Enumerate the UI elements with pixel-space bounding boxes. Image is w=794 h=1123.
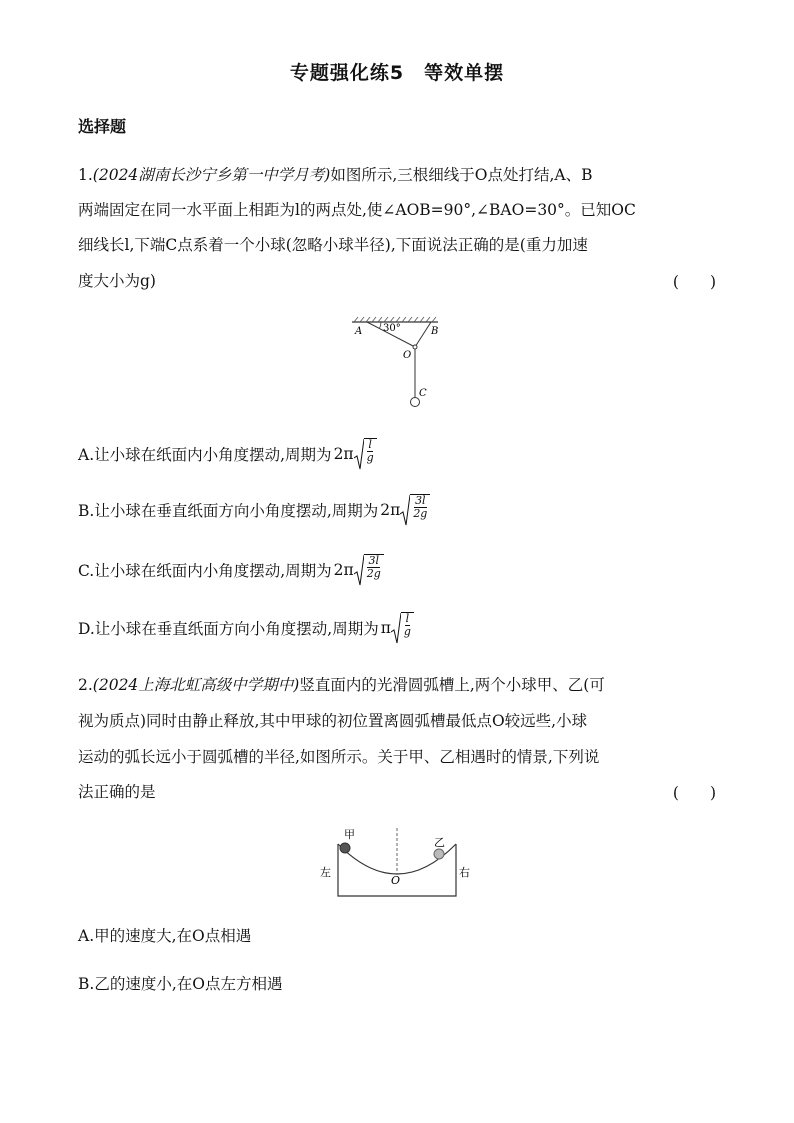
q2-line1: [78, 674, 605, 696]
q2-stem-line3: 运动的弧长远小于圆弧槽的半径,如图所示。关于甲、乙相遇时的情景,下列说: [78, 748, 600, 766]
option-c-formula: [334, 554, 384, 586]
q2-stem-line2: 视为质点)同时由静止释放,其中甲球的初位置离圆弧槽最低点O较远些,小球: [78, 712, 588, 730]
label-jia: 甲: [344, 828, 355, 841]
page-title: 专题强化练5 等效单摆: [289, 62, 505, 84]
sqrt-sign: [354, 438, 377, 470]
denominator: 2g: [366, 567, 381, 580]
fraction: [410, 494, 430, 526]
ball-yi: [434, 849, 444, 859]
q1-stem-line2: 两端固定在同一水平面上相距为l的两点处,使∠AOB=90°,∠BAO=30°。已知OC: [78, 201, 636, 219]
denominator: 2g: [413, 507, 428, 520]
q1-option-c: [78, 554, 384, 586]
label-o: O: [403, 350, 412, 361]
q2-stem-line1: 竖直面内的光滑圆弧槽上,两个小球甲、乙(可: [299, 676, 605, 694]
q2-option-b: B.乙的速度小,在O点左方相遇: [78, 975, 283, 993]
option-c-coef: 2π: [333, 561, 354, 579]
denominator: g: [366, 451, 374, 464]
q1-option-b: [78, 494, 430, 526]
section-heading: 选择题: [78, 117, 127, 136]
q2-option-a: A.甲的速度大,在O点相遇: [78, 927, 252, 945]
knot-o: [413, 345, 417, 349]
numerator: 3l: [415, 494, 426, 507]
option-c-text: C.让小球在纸面内小角度摆动,周期为: [78, 562, 332, 580]
q1-stem-line4: 度大小为g): [78, 272, 156, 290]
angle-label: 30°: [383, 323, 401, 334]
fraction: [401, 612, 414, 644]
angle-arc: [379, 322, 381, 329]
q2-figure: [310, 826, 480, 898]
option-a-text: A.让小球在纸面内小角度摆动,周期为: [78, 446, 332, 464]
numerator: l: [405, 612, 410, 625]
denominator: g: [403, 625, 411, 638]
option-d-text: D.让小球在垂直纸面方向小角度摆动,周期为: [78, 620, 379, 638]
option-a-formula: [334, 438, 377, 470]
label-yi: 乙: [434, 836, 445, 849]
ball-jia: [340, 843, 350, 853]
label-b: B: [431, 326, 439, 337]
option-d-formula: [381, 612, 414, 644]
string-bo: [415, 322, 431, 347]
q1-answer-paren: ( ): [672, 273, 716, 291]
sqrt-sign: [400, 494, 430, 526]
numerator: 3l: [368, 554, 380, 567]
q1-stem-line1: 如图所示,三根细线于O点处打结,A、B: [330, 166, 593, 184]
fraction: [364, 438, 377, 470]
option-b-coef: 2π: [380, 501, 401, 519]
q2-stem-line4: 法正确的是: [78, 783, 156, 801]
label-left: 左: [320, 866, 331, 879]
q2-number: 2.: [78, 676, 93, 694]
label-c: C: [419, 388, 427, 399]
sqrt-sign: [354, 554, 384, 586]
label-right: 右: [459, 866, 470, 879]
label-o: O: [391, 874, 401, 887]
option-d-coef: π: [380, 619, 391, 637]
option-a-coef: 2π: [333, 445, 354, 463]
q2-answer-paren: ( ): [672, 784, 716, 802]
fraction: [364, 554, 384, 586]
q1-source: (2024湖南长沙宁乡第一中学月考): [92, 166, 331, 184]
q1-option-a: [78, 438, 377, 470]
numerator: l: [368, 438, 372, 451]
q1-figure: [345, 316, 445, 411]
q1-stem-line3: 细线长l,下端C点系着一个小球(忽略小球半径),下面说法正确的是(重力加速: [78, 236, 588, 254]
q1-line1: [78, 164, 593, 186]
option-b-text: B.让小球在垂直纸面方向小角度摆动,周期为: [78, 502, 379, 520]
ceiling: [352, 317, 438, 322]
q2-source: (2024上海北虹高级中学期中): [92, 676, 300, 694]
q1-option-d: [78, 612, 414, 644]
q1-number: 1.: [78, 166, 93, 184]
option-b-formula: [380, 494, 430, 526]
label-a: A: [355, 326, 363, 337]
sqrt-sign: [391, 612, 414, 644]
